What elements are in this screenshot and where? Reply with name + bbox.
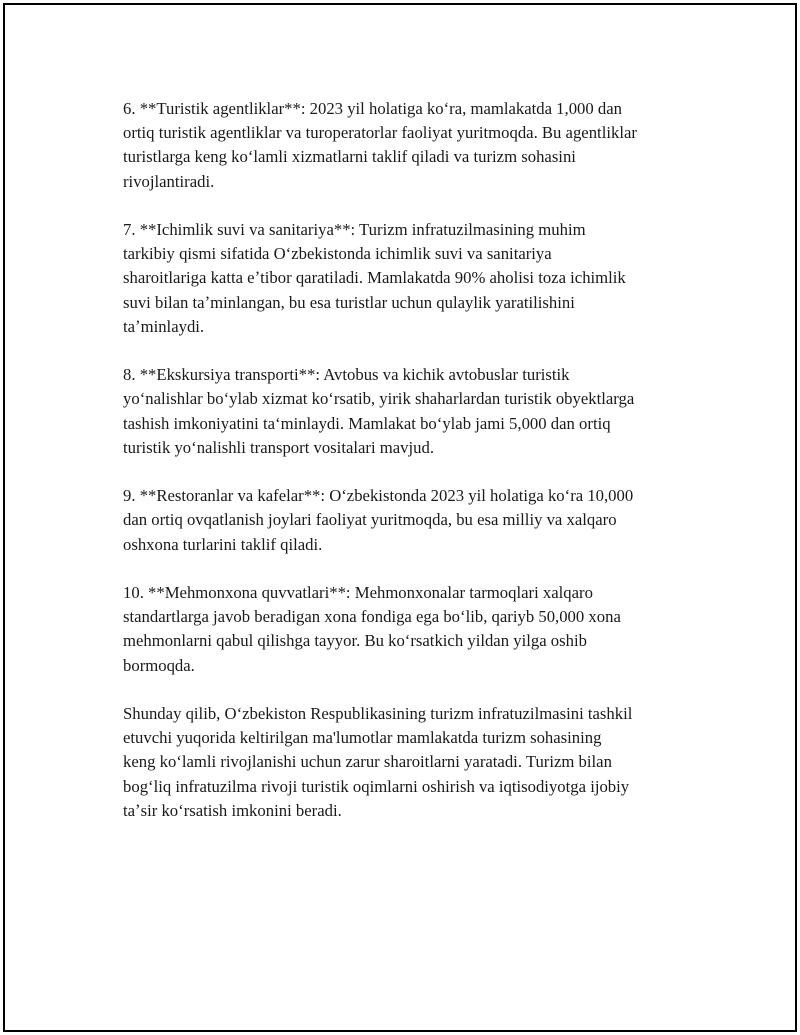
text-line: 10. **Mehmonxona quvvatlari**: Mehmonxonalar tarmoqlari xalqaro bbox=[123, 583, 593, 602]
paragraph-conclusion bbox=[123, 702, 699, 823]
text-line: yoʻnalishlar boʻylab xizmat koʻrsatib, yirik shaharlardan turistik obyektlarga bbox=[123, 389, 635, 409]
text-line: dan ortiq ovqatlanish joylari faoliyat yuritmoqda, bu esa milliy va xalqaro bbox=[123, 510, 617, 530]
text-line: 7. **Ichimlik suvi va sanitariya**: Turizm infratuzilmasining muhim bbox=[123, 220, 586, 239]
text-line: turistik yoʻnalishli transport vositalari mavjud. bbox=[123, 437, 434, 457]
text-line: keng koʻlamli rivojlanishi uchun zarur sharoitlarni yaratadi. Turizm bilan bbox=[123, 752, 612, 772]
text-line: standartlarga javob beradigan xona fondiga ega boʻlib, qariyb 50,000 xona bbox=[123, 607, 621, 627]
text-line: oshxona turlarini taklif qiladi. bbox=[123, 534, 323, 554]
text-line: taʼsir koʻrsatish imkonini beradi. bbox=[123, 800, 342, 820]
text-line: 8. **Ekskursiya transporti**: Avtobus va kichik avtobuslar turistik bbox=[123, 365, 570, 385]
text-line: Shunday qilib, Oʻzbekiston Respublikasining turizm infratuzilmasini tashkil bbox=[123, 704, 633, 723]
text-line: 9. **Restoranlar va kafelar**: Oʻzbekistonda 2023 yil holatiga koʻra 10,000 bbox=[123, 486, 634, 506]
text-line: sharoitlariga katta eʼtibor qaratiladi. Mamlakatda 90% aholisi toza ichimlik bbox=[123, 268, 626, 288]
paragraph-restaurants-cafes bbox=[123, 484, 699, 557]
text-line: rivojlantiradi. bbox=[123, 171, 215, 191]
paragraph-excursion-transport bbox=[123, 363, 699, 460]
text-line: suvi bilan taʼminlangan, bu esa turistlar uchun qulaylik yaratilishini bbox=[123, 292, 575, 312]
text-line: etuvchi yuqorida keltirilgan ma'lumotlar mamlakatda turizm sohasining bbox=[123, 728, 602, 748]
text-line: tarkibiy qismi sifatida Oʻzbekistonda ichimlik suvi va sanitariya bbox=[123, 244, 552, 264]
text-line: ortiq turistik agentliklar va turoperatorlar faoliyat yuritmoqda. Bu agentliklar bbox=[123, 123, 637, 143]
text-line: mehmonlarni qabul qilishga tayyor. Bu koʻrsatkich yildan yilga oshib bbox=[123, 631, 587, 651]
page-frame bbox=[3, 3, 797, 1032]
text-line: 6. **Turistik agentliklar**: 2023 yil holatiga koʻra, mamlakatda 1,000 dan bbox=[123, 99, 622, 118]
text-line: tashish imkoniyatini taʻminlaydi. Mamlakat boʻylab jami 5,000 dan ortiq bbox=[123, 413, 611, 433]
text-line: bogʻliq infratuzilma rivoji turistik oqimlarni oshirish va iqtisodiyotga ijobiy bbox=[123, 776, 630, 796]
paragraph-water-sanitation bbox=[123, 218, 699, 339]
text-line: bormoqda. bbox=[123, 655, 195, 675]
text-line: turistlarga keng koʻlamli xizmatlarni taklif qiladi va turizm sohasini bbox=[123, 147, 576, 167]
text-line: taʼminlaydi. bbox=[123, 316, 205, 336]
document-body bbox=[123, 97, 699, 847]
paragraph-tourist-agencies bbox=[123, 97, 699, 194]
paragraph-hotel-capacity bbox=[123, 581, 699, 678]
